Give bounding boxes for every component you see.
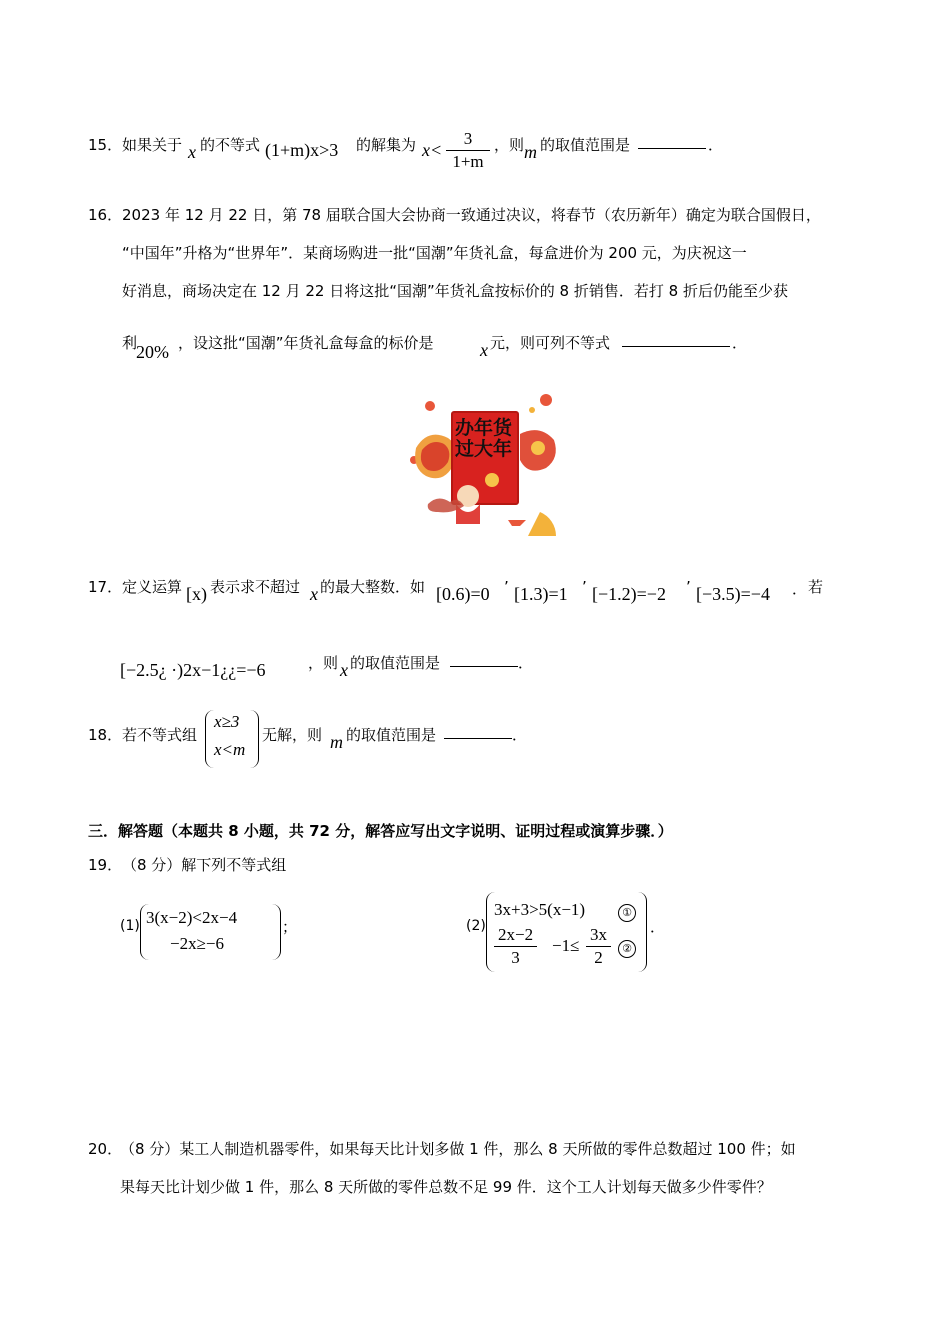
q19-part-2-fraction-1-num: 2x−2	[494, 924, 537, 947]
q18-text-1: 若不等式组	[122, 726, 198, 744]
q19-text: （8 分）解下列不等式组	[122, 856, 287, 874]
q17-dot: ．	[792, 580, 808, 598]
q18-system-row-1: x≥3	[214, 712, 240, 731]
new-year-illustration-svg	[408, 388, 560, 536]
q17-var-x: x	[310, 584, 318, 604]
q17-number: 17．	[88, 578, 123, 596]
q17-text-4: 若	[808, 578, 824, 596]
q17-text-3: 的最大整数．如	[320, 578, 426, 596]
q15-text-3: 的解集为	[356, 136, 417, 154]
q16-line-2: “中国年”升格为“世界年”．某商场购进一批“国潮”年货礼盒，每盒进价为 200 元，为庆祝这一	[122, 244, 747, 262]
q16-line-3: 好消息，商场决定在 12 月 22 日将这批“国潮”年货礼盒按标价的 8 折销售．若打 8 折后仍能至少获	[122, 282, 788, 300]
q15-fraction	[446, 128, 490, 173]
q16-end: ．	[732, 334, 748, 352]
q15-end: ．	[708, 136, 724, 154]
q19-part-1-right-brace	[272, 904, 281, 960]
q20-line-2: 果每天比计划少做 1 件，那么 8 天所做的零件总数不足 99 件．这个工人计划每天做多少件零件？	[120, 1178, 772, 1196]
q17-text-2: 表示求不超过	[210, 578, 301, 596]
q18-text-3: 的取值范围是	[346, 726, 437, 744]
new-year-goods-illustration	[408, 388, 560, 536]
q19-part-2-mark-1: ①	[618, 904, 636, 922]
q18-number: 18．	[88, 726, 123, 744]
q15-number: 15．	[88, 136, 123, 154]
q17-sep-3: ’	[686, 578, 691, 596]
q19-part-2-middle: −1≤	[552, 936, 580, 955]
q17-condition: [−2.5¿ ·)2x−1¿¿=−6	[120, 660, 266, 680]
q17-text-6: 的取值范围是	[350, 654, 441, 672]
q17-operator: [x)	[186, 584, 207, 604]
q17-text-5: ，则	[308, 654, 339, 672]
q19-part-2-fraction-1	[494, 924, 537, 969]
q19-part-2-row-1: 3x+3>5(x−1)	[494, 900, 586, 919]
q17-example-4: [−3.5)=−4	[696, 584, 770, 604]
q15-text-2: 的不等式	[200, 136, 261, 154]
q18-left-brace	[205, 710, 214, 768]
q15-text-4: ，则	[494, 136, 525, 154]
q18-system-row-2: x<m	[214, 740, 246, 759]
q19-part-2-mark-2: ②	[618, 940, 636, 958]
q18-answer-blank[interactable]	[444, 724, 512, 739]
q17-sep-2: ’	[582, 578, 587, 596]
q19-part-2-fraction-2	[586, 924, 611, 969]
q18-end: ．	[512, 726, 528, 744]
q19-part-1-row-1: 3(x−2)<2x−4	[146, 908, 238, 927]
q15-inequality: (1+m)x>3	[265, 140, 339, 160]
q18-right-brace	[250, 710, 259, 768]
q17-example-2: [1.3)=1	[514, 584, 568, 604]
q19-part-2-fraction-1-den: 3	[511, 948, 520, 967]
q19-part-2-label: (2)	[466, 918, 486, 934]
q15-var-x: x	[188, 142, 196, 162]
q17-var-x-2: x	[340, 660, 348, 680]
q20-number: 20．	[88, 1140, 123, 1158]
q17-sep-1: ’	[504, 578, 509, 596]
q15-fraction-denominator: 1+m	[452, 152, 484, 171]
q17-answer-blank[interactable]	[450, 652, 518, 667]
q19-part-2-fraction-2-den: 2	[594, 948, 603, 967]
q19-part-2-end: ．	[650, 918, 666, 936]
q17-example-1: [0.6)=0	[436, 584, 490, 604]
q15-text-5: 的取值范围是	[540, 136, 631, 154]
q19-part-2-fraction-2-num: 3x	[586, 924, 611, 947]
q16-number: 16．	[88, 206, 123, 224]
q15-fraction-numerator: 3	[446, 128, 490, 151]
q16-line-4c: 元，则可列不等式	[490, 334, 611, 352]
q19-part-1-end: ；	[282, 918, 298, 936]
q19-part-1-row-2: −2x≥−6	[170, 934, 225, 953]
q17-text-1: 定义运算	[122, 578, 183, 596]
q18-text-2: 无解，则	[262, 726, 323, 744]
q16-percent: 20%	[136, 342, 169, 362]
new-year-card-text: 办年货过大年	[455, 417, 513, 460]
q15-solution-lhs: x<	[422, 140, 443, 160]
q19-part-1-label: (1)	[120, 918, 140, 934]
q15-text-1: 如果关于	[122, 136, 183, 154]
q20-line-1: （8 分）某工人制造机器零件，如果每天比计划多做 1 件，那么 8 天所做的零件总数超过 100 件；如	[120, 1140, 796, 1158]
q16-answer-blank[interactable]	[622, 332, 730, 347]
q19-number: 19．	[88, 856, 123, 874]
q16-line-1: 2023 年 12 月 22 日，第 78 届联合国大会协商一致通过决议，将春节（农历新年）确定为联合国假日，	[122, 206, 821, 224]
q17-example-3: [−1.2)=−2	[592, 584, 666, 604]
q19-part-2-right-brace	[638, 892, 647, 972]
q16-line-4b: ，设这批“国潮”年货礼盒每盒的标价是	[178, 334, 434, 352]
q15-answer-blank[interactable]	[638, 134, 706, 149]
q16-line-4a: 利	[122, 334, 138, 352]
section-3-heading: 三．解答题（本题共 8 小题，共 72 分，解答应写出文字说明、证明过程或演算步骤．）	[88, 822, 673, 840]
q17-end: ．	[518, 654, 534, 672]
q15-var-m: m	[524, 142, 537, 162]
q16-var-x: x	[480, 340, 488, 360]
q18-var-m: m	[330, 732, 343, 752]
